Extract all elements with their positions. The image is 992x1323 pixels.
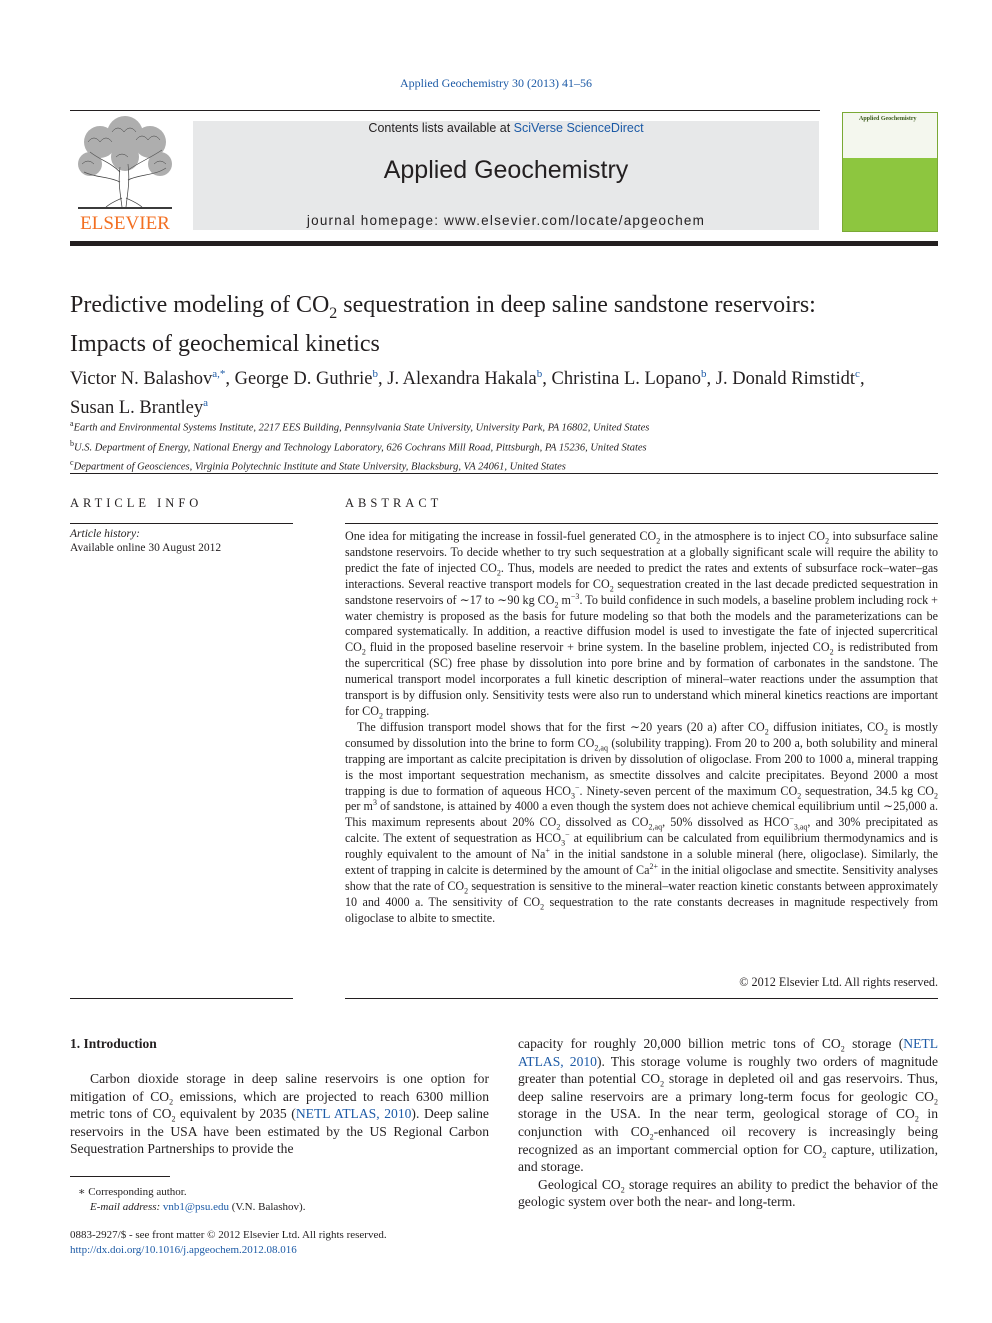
title-subscript: 2 — [329, 304, 338, 322]
affiliation-list — [70, 416, 938, 475]
body-paragraph: Carbon dioxide storage in deep saline reservoirs is one option for mitigation of $CO_2$ emissions, which are projected to reach 6300 million metric tons of $CO_2$ equivalent by 2035 (NETL ATLAS, 2010). Deep saline reservoirs in the USA have been estimated by the US Regional Carbon Sequestration Partnerships to provide the — [70, 1071, 490, 1157]
email-label: E-mail address: — [90, 1201, 161, 1213]
footnote-line — [70, 1200, 489, 1215]
abstract-paragraph: The diffusion transport model shows that for the first ∼20 years (20 a) after $CO_2$ diffusion initiates, $CO_2$ is mostly consumed by dissolution into the brine to form $CO_{2,aq}$ (solubility trapping). From 20 to 200 a, both solubility and mineral trapping are important as calcite precipitation is driven by dissolution of oligoclase. From 200 to 1000 a, mineral trapping is the most important sequestration mechanism, as smectite dissolves and calcite precipitates. Beyond 2000 a most trapping is due to formation of aqueous $HCO_3^-$. Ninety-seven percent of the maximum $CO_2$ sequestration, 34.5 kg $CO_2$ per $m^3$ of sandstone, is attained by 4000 a even though the system does not achieve chemical equilibrium until ∼25,000 a. This maximum represents about 20% $CO_2$ dissolved as $CO_{2,aq}$, 50% dissolved as $HCO^-_{3,aq}$, and 30% precipitated as calcite. The extent of sequestration as $HCO_3^-$ at equilibrium can be calculated from equilibrium thermodynamics and is roughly equivalent to the amount of Na+ in the initial sandstone in a soluble mineral (here, oligoclase). Similarly, the extent of trapping in calcite is determined by the amount of $Ca^{2+}$ in the initial oligoclase and smectite. Sensitivity analyses show that the rate of $CO_2$ sequestration is sensitive to the mineral–water reaction kinetic constants between approximately 10 and 4000 a. The sensitivity of $CO_2$ sequestration to the rate constants decreases in magnitude respectively from oligoclase to albite to smectite. — [345, 719, 939, 925]
journal-citation[interactable]: Applied Geochemistry 30 (2013) 41–56 — [400, 76, 592, 90]
cover-title: Applied Geochemistry — [859, 116, 917, 122]
article-history-value: Available online 30 August 2012 — [70, 542, 222, 554]
introduction-column-left — [70, 1070, 489, 1158]
email-link[interactable]: vnb1@psu.edu — [162, 1201, 229, 1213]
contents-prefix: Contents lists available at — [368, 121, 514, 135]
body-paragraph: Geological $CO_2$ storage requires an ability to predict the behavior of the geologic system over both the near- and long-term. — [518, 1176, 938, 1210]
affiliation-item — [70, 455, 938, 475]
journal-name: Applied Geochemistry — [383, 156, 629, 184]
sciencedirect-link[interactable]: SciVerse ScienceDirect — [513, 121, 644, 135]
corresponding-author-footnote — [70, 1185, 489, 1215]
header-bottom-rule — [70, 241, 938, 246]
email-owner: (V.N. Balashov). — [228, 1201, 306, 1213]
reference-link[interactable]: NETL ATLAS, 2010 — [518, 1036, 938, 1069]
author-name: Susan L. Brantley — [70, 398, 204, 419]
title-part: Predictive modeling of CO — [70, 292, 330, 318]
publisher-name: ELSEVIER — [80, 213, 170, 234]
affiliation-text: U.S. Department of Energy, National Energy and Technology Laboratory, 626 Cochrans Mill Road, Pittsburgh, PA 15236, United States — [74, 442, 647, 453]
affiliation-text: Earth and Environmental Systems Institute, 2217 EES Building, Pennsylvania State University, University Park, PA 16802, United States — [73, 422, 650, 434]
corresponding-label: Corresponding author. — [88, 1186, 187, 1198]
issn-line: 0883-2927/$ - see front matter © 2012 Elsevier Ltd. All rights reserved. — [70, 1229, 387, 1241]
journal-homepage[interactable]: journal homepage: www.elsevier.com/locate/apgeochem — [306, 213, 706, 228]
title-part: Impacts of geochemical kinetics — [70, 330, 380, 357]
author-name: J. Donald Rimstidt — [715, 369, 856, 390]
abstract-body — [345, 529, 938, 927]
footnote-line: ∗ Corresponding author. — [78, 1186, 187, 1198]
introduction-heading: 1. Introduction — [70, 1036, 157, 1051]
article-info-bottom-rule — [70, 998, 293, 999]
affiliation-item — [70, 436, 938, 456]
author-name: J. Alexandra Hakala — [387, 369, 537, 390]
journal-cover-thumbnail[interactable] — [842, 112, 938, 232]
affiliation-label: a — [70, 419, 74, 428]
contents-line — [193, 121, 819, 135]
article-history-label: Article history: — [70, 528, 140, 540]
author-affil-marker[interactable]: b — [372, 368, 378, 380]
header-top-rule — [70, 110, 820, 111]
author-name: Victor N. Balashov — [70, 369, 213, 390]
article-info-rule — [70, 523, 293, 524]
author-affil-marker[interactable]: b — [536, 368, 543, 380]
article-title — [70, 290, 938, 359]
author-affil-marker[interactable]: a — [203, 397, 208, 410]
affiliation-label: c — [70, 458, 74, 467]
author-affil-marker[interactable]: a,* — [212, 368, 226, 380]
doi-link[interactable]: http://dx.doi.org/10.1016/j.apgeochem.2012.08.016 — [70, 1244, 297, 1256]
affiliation-rule — [70, 473, 938, 474]
abstract-copyright: © 2012 Elsevier Ltd. All rights reserved. — [739, 975, 938, 989]
author-list: Victor N. Balashov$^{a,*}$, George D. Guthrie$^b$, J. Alexandra Hakala$^b$, Christina L. Lopano$^b$, J. Donald Rimstidt$^c$, Susan L. Brantley$^a$ — [70, 368, 865, 419]
introduction-column-right — [518, 1035, 938, 1211]
elsevier-tree-logo-icon — [70, 112, 180, 234]
reference-link[interactable]: NETL ATLAS, 2010 — [295, 1106, 412, 1122]
author-affil-marker[interactable]: c — [855, 368, 860, 380]
footnote-rule — [70, 1176, 170, 1177]
abstract-rule — [345, 523, 938, 524]
body-paragraph: capacity for roughly 20,000 billion metric tons of $CO_2$ storage (NETL ATLAS, 2010). This storage volume is roughly two orders of magnitude greater than potential $CO_2$ storage in depleted oil and gas reservoirs. Thus, deep saline reservoirs are a primary long-term focus for geologic $CO_2$ storage in the USA. In the near term, geological storage of $CO_2$ in conjunction with $CO_2$-enhanced oil recovery is increasingly being recognized as an important commercial option for $CO_2$ capture, utilization, and storage. — [518, 1036, 939, 1175]
article-info-heading: ARTICLE INFO — [70, 496, 203, 510]
affiliation-item — [70, 416, 938, 436]
abstract-heading: ABSTRACT — [345, 496, 443, 510]
abstract-paragraph: One idea for mitigating the increase in fossil-fuel generated $CO_2$ in the atmosphere is to inject $CO_2$ into subsurface saline sandstone reservoirs. To decide whether to try such sequestration at a globally significant scale will require the ability to predict the fate of injected $CO_2$. Thus, models are needed to predict the rates and extents of subsurface rock–water–gas interactions. Several reactive transport models for $CO_2$ sequestration created in the last decade predicted sequestration in sandstone reservoirs of ∼17 to ∼90 kg $CO_2$ $m^{-3}$. To build confidence in such models, a baseline problem including rock + water chemistry is proposed as the basis for future modeling so that both the models and the parameterizations can be compared systematically. In addition, a reactive diffusion model is used to investigate the fate of injected supercritical $CO_2$ fluid in the proposed baseline reservoir + brine system. In the baseline problem, injected $CO_2$ is redistributed from the supercritical (SC) free phase by dissolution into pore brine and by formation of carbonates in the sandstone. The numerical transport model incorporates a full kinetic description of mineral–water reactions under the assumption that transport is by diffusion only. Sensitivity tests were also run to understand which mineral kinetics reactions are important for $CO_2$ trapping. — [345, 529, 938, 721]
affiliation-text: Department of Geosciences, Virginia Polytechnic Institute and State University, Blacksburg, VA 24061, United States — [73, 461, 566, 473]
author-name: Christina L. Lopano — [551, 369, 702, 390]
affiliation-label: b — [70, 438, 74, 448]
author-name: George D. Guthrie — [234, 369, 373, 390]
title-part: sequestration in deep saline sandstone reservoirs: — [337, 292, 816, 318]
author-affil-marker[interactable]: b — [701, 368, 707, 380]
abstract-bottom-rule — [345, 998, 938, 999]
